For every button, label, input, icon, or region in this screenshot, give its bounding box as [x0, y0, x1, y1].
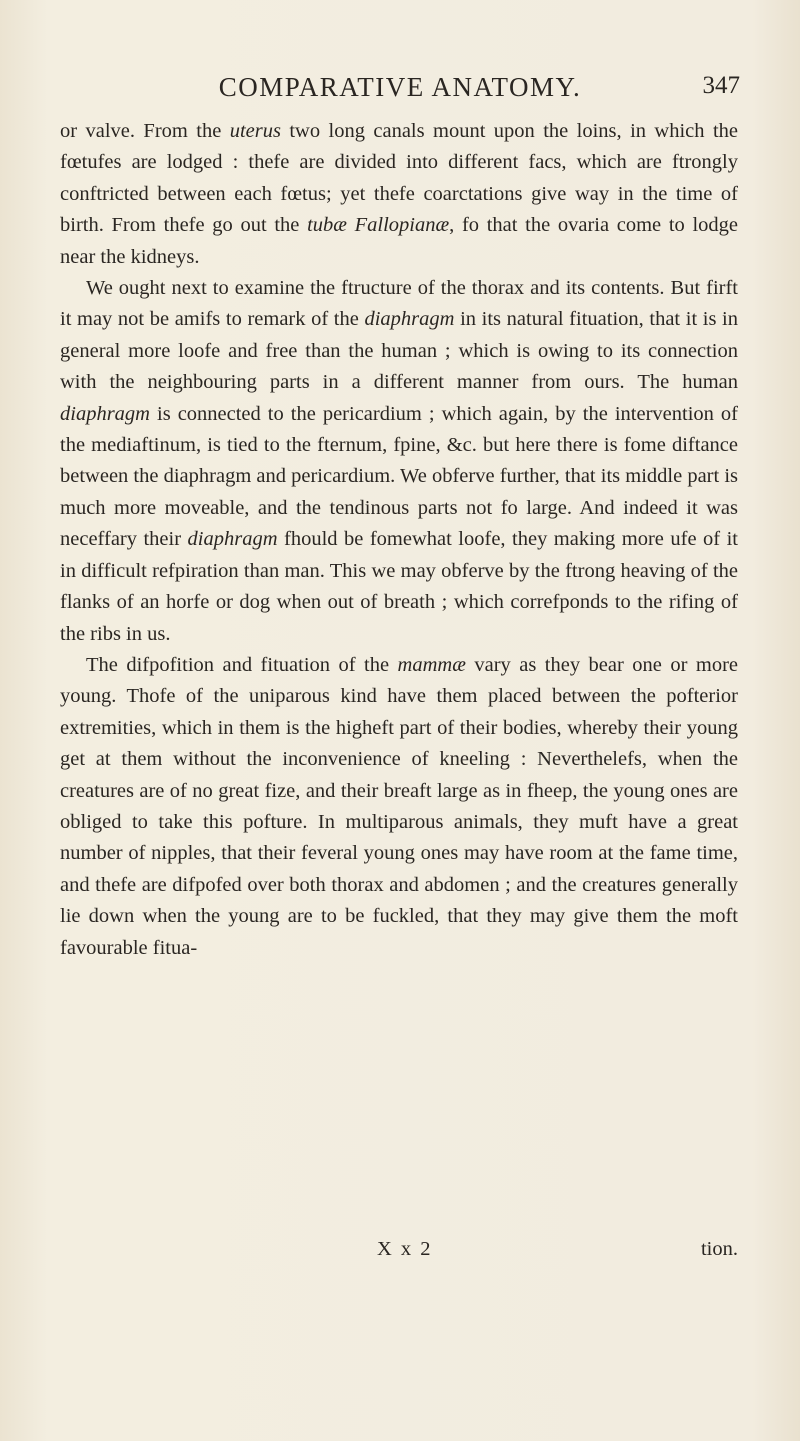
italic-term: diaphragm — [364, 308, 455, 331]
signature-mark: X x 2 — [377, 1238, 433, 1260]
page-footer — [60, 1238, 738, 1270]
italic-term: diaphragm — [187, 528, 278, 551]
text-run: or valve. From the — [60, 120, 230, 142]
catchword: tion. — [700, 1238, 738, 1260]
text-run: in its natural fituation, that it is in general more loofe and free than the human ; which is owing to its connection with the neighbouring parts in a different manner from ours. The human — [60, 308, 738, 394]
text-run: vary as they bear one or more young. Thofe of the uniparous kind have them placed between the pofterior extremities, which in them is the higheft part of their bodies, whereby their young get at them without the inconvenience of kneeling : Neverthelefs, when the creatures are of no great fize, and their breaft large as in fheep, the young ones are obliged to take this pofture. In multiparous animals, they muft have a great number of nipples, that their feveral young ones may have room at the fame time, and thefe are difpofed over both thorax and abdomen ; and the creatures generally lie down when the young are to be fuckled, that they may give them the moft favourable fitua- — [60, 653, 738, 959]
italic-term: diaphragm — [60, 402, 150, 425]
italic-term: mammæ — [397, 653, 466, 676]
text-run: The difpofition and fituation of the — [86, 653, 398, 676]
page-number: 347 — [702, 72, 740, 99]
italic-term: uterus — [229, 120, 281, 142]
text-run: fhould be fomewhat loofe, they making more ufe of it in difficult refpiration than man. This we may obferve by the ftrong heaving of the flanks of an horfe or dog when out of breath ; which correfponds to the rifing of the ribs in us. — [60, 528, 738, 645]
text-run: is connected to the pericardium ; which again, by the intervention of the mediaftinum, is tied to the fternum, fpine, &c. but here there is fome diftance between the diaphragm and pericardium. We obferve further, that its middle part is much more moveable, and the tendinous parts not fo large. And indeed it was neceffary their — [60, 402, 738, 551]
paragraph — [60, 116, 738, 273]
body-text — [60, 116, 738, 964]
text-run: We ought next to examine the ftructure of the thorax and its contents. But firft it may not be amifs to remark of the — [60, 277, 738, 331]
page-header — [60, 72, 740, 112]
running-title: COMPARATIVE ANATOMY. — [218, 72, 582, 102]
text-run: , fo that the ovaria come to lodge near the kidneys. — [60, 214, 739, 268]
italic-term: tubæ Fallopianæ — [307, 214, 450, 237]
text-run: two long canals mount upon the loins, in which the fœtufes are lodged : thefe are divided into different facs, which are ftrongly conftricted between each fœtus; yet thefe coarctations give way in the time of birth. From thefe go out the — [60, 120, 738, 237]
paragraph — [60, 650, 738, 964]
paragraph — [60, 273, 738, 650]
